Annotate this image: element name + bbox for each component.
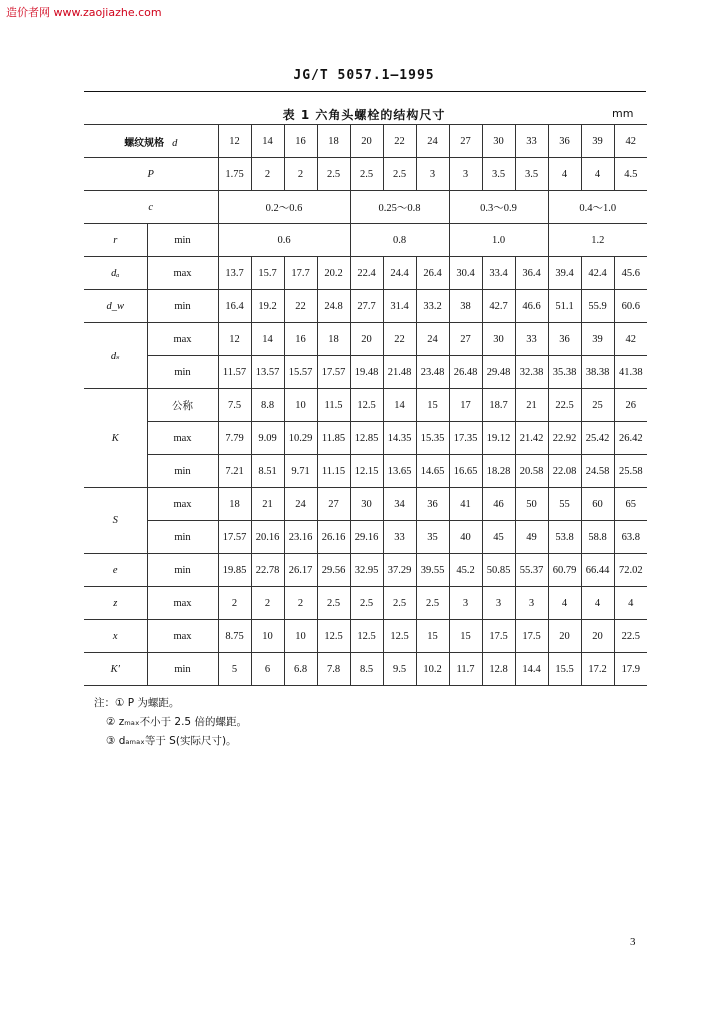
table-cell: 7.5	[218, 389, 251, 422]
table-cell: 16.65	[449, 455, 482, 488]
table-cell: 4	[581, 587, 614, 620]
table-unit: mm	[612, 107, 634, 120]
table-cell: 17.57	[317, 356, 350, 389]
table-cell: 17.2	[581, 653, 614, 686]
header-rule	[84, 91, 646, 92]
table-cell: 4	[581, 158, 614, 191]
table-cell: 29.48	[482, 356, 515, 389]
table-cell: 18.28	[482, 455, 515, 488]
row-qualifier: 公称	[147, 389, 218, 422]
table-cell: 32.95	[350, 554, 383, 587]
table-cell: 49	[515, 521, 548, 554]
table-cell: 2.5	[317, 587, 350, 620]
table-cell: 18.7	[482, 389, 515, 422]
table-cell: 12.5	[383, 620, 416, 653]
row-label: K	[84, 389, 147, 488]
table-cell: 51.1	[548, 290, 581, 323]
table-title: 表 1 六角头螺栓的结构尺寸	[282, 108, 446, 122]
table-cell: 18	[317, 323, 350, 356]
table-cell: 3	[515, 587, 548, 620]
table-cell: 20	[350, 323, 383, 356]
row-label: K′	[84, 653, 147, 686]
table-cell: 32.38	[515, 356, 548, 389]
table-cell: 60.6	[614, 290, 647, 323]
table-cell: 14	[251, 125, 284, 158]
table-cell: 20	[350, 125, 383, 158]
row-label: e	[84, 554, 147, 587]
table-cell: 15	[416, 620, 449, 653]
table-notes	[94, 694, 247, 751]
row-label: x	[84, 620, 147, 653]
table-cell: 13.57	[251, 356, 284, 389]
note-3: ③ dₐₘₐₓ等于 S(实际尺寸)。	[106, 735, 237, 747]
table-cell: 55.9	[581, 290, 614, 323]
table-cell: 9.71	[284, 455, 317, 488]
table-cell: 12	[218, 125, 251, 158]
table-cell: 36	[548, 323, 581, 356]
table-cell: 11.85	[317, 422, 350, 455]
table-cell: 16.4	[218, 290, 251, 323]
table-cell: 33	[515, 125, 548, 158]
table-cell: 33	[515, 323, 548, 356]
table-cell: 24	[284, 488, 317, 521]
table-cell: 2.5	[350, 158, 383, 191]
table-cell: 2.5	[383, 587, 416, 620]
table-cell: 21	[515, 389, 548, 422]
table-cell: 15	[449, 620, 482, 653]
table-cell: 2.5	[416, 587, 449, 620]
table-cell: 0.8	[350, 224, 449, 257]
table-cell: 14	[383, 389, 416, 422]
table-cell: 21.48	[383, 356, 416, 389]
table-cell: 30	[482, 323, 515, 356]
row-qualifier: min	[147, 356, 218, 389]
table-cell: 14	[251, 323, 284, 356]
table-cell: 25.42	[581, 422, 614, 455]
table-cell: 15	[416, 389, 449, 422]
table-cell: 46.6	[515, 290, 548, 323]
row-label: P	[84, 158, 218, 191]
table-cell: 13.65	[383, 455, 416, 488]
page-number: 3	[630, 936, 636, 948]
table-cell: 19.85	[218, 554, 251, 587]
table-cell: 10.2	[416, 653, 449, 686]
table-cell: 21	[251, 488, 284, 521]
table-cell: 11.5	[317, 389, 350, 422]
note-2: ② zₘₐₓ不小于 2.5 倍的螺距。	[106, 716, 247, 728]
table-cell: 24.8	[317, 290, 350, 323]
table-cell: 2	[218, 587, 251, 620]
table-cell: 25	[581, 389, 614, 422]
table-cell: 3	[482, 587, 515, 620]
table-cell: 15.35	[416, 422, 449, 455]
table-cell: 15.7	[251, 257, 284, 290]
table-row	[84, 224, 647, 257]
table-cell: 39	[581, 323, 614, 356]
table-cell: 17.57	[218, 521, 251, 554]
table-cell: 10	[251, 620, 284, 653]
table-row	[84, 125, 647, 158]
table-cell: 17.9	[614, 653, 647, 686]
table-cell: 36	[416, 488, 449, 521]
table-cell: 65	[614, 488, 647, 521]
table-row	[84, 488, 647, 521]
bolt-dimension-table	[84, 124, 647, 686]
table-cell: 19.48	[350, 356, 383, 389]
table-cell: 35	[416, 521, 449, 554]
table-cell: 1.75	[218, 158, 251, 191]
table-cell: 20.16	[251, 521, 284, 554]
row-qualifier: max	[147, 323, 218, 356]
table-cell: 9.09	[251, 422, 284, 455]
table-cell: 17.7	[284, 257, 317, 290]
table-cell: 35.38	[548, 356, 581, 389]
table-cell: 29.56	[317, 554, 350, 587]
table-cell: 58.8	[581, 521, 614, 554]
table-cell: 30	[482, 125, 515, 158]
table-cell: 12.8	[482, 653, 515, 686]
table-cell: 19.12	[482, 422, 515, 455]
table-cell: 14.35	[383, 422, 416, 455]
table-cell: 26.4	[416, 257, 449, 290]
table-row	[84, 191, 647, 224]
table-row	[84, 521, 647, 554]
table-cell: 33.2	[416, 290, 449, 323]
table-cell: 45	[482, 521, 515, 554]
table-cell: 20.58	[515, 455, 548, 488]
table-cell: 26.17	[284, 554, 317, 587]
table-cell: 42.7	[482, 290, 515, 323]
table-cell: 3.5	[515, 158, 548, 191]
table-cell: 45.2	[449, 554, 482, 587]
table-row	[84, 554, 647, 587]
table-cell: 18	[317, 125, 350, 158]
table-cell: 36	[548, 125, 581, 158]
table-cell: 30.4	[449, 257, 482, 290]
table-cell: 21.42	[515, 422, 548, 455]
table-cell: 17.35	[449, 422, 482, 455]
table-cell: 12.5	[350, 620, 383, 653]
table-cell: 50	[515, 488, 548, 521]
table-row	[84, 587, 647, 620]
table-cell: 38.38	[581, 356, 614, 389]
table-cell: 22.4	[350, 257, 383, 290]
table-row	[84, 323, 647, 356]
table-row	[84, 257, 647, 290]
table-cell: 42	[614, 125, 647, 158]
table-cell: 45.6	[614, 257, 647, 290]
table-cell: 26.42	[614, 422, 647, 455]
row-label: r	[84, 224, 147, 257]
table-cell: 2	[284, 587, 317, 620]
table-cell: 0.4～1.0	[548, 191, 647, 224]
table-cell: 10	[284, 620, 317, 653]
table-cell: 27	[449, 125, 482, 158]
table-cell: 0.6	[218, 224, 350, 257]
table-cell: 19.2	[251, 290, 284, 323]
table-cell: 5	[218, 653, 251, 686]
row-qualifier: max	[147, 620, 218, 653]
table-cell: 27	[317, 488, 350, 521]
row-qualifier: max	[147, 488, 218, 521]
table-cell: 27	[449, 323, 482, 356]
table-cell: 41	[449, 488, 482, 521]
table-cell: 8.51	[251, 455, 284, 488]
table-cell: 2.5	[317, 158, 350, 191]
row-qualifier: min	[147, 521, 218, 554]
table-cell: 22.78	[251, 554, 284, 587]
table-cell: 22.08	[548, 455, 581, 488]
table-cell: 11.57	[218, 356, 251, 389]
row-label: dₐ	[84, 257, 147, 290]
table-cell: 66.44	[581, 554, 614, 587]
table-cell: 12.85	[350, 422, 383, 455]
table-cell: 17	[449, 389, 482, 422]
table-cell: 38	[449, 290, 482, 323]
table-cell: 33.4	[482, 257, 515, 290]
table-cell: 60	[581, 488, 614, 521]
table-cell: 31.4	[383, 290, 416, 323]
table-cell: 7.79	[218, 422, 251, 455]
table-cell: 63.8	[614, 521, 647, 554]
table-cell: 26.16	[317, 521, 350, 554]
table-cell: 25.58	[614, 455, 647, 488]
table-cell: 3	[449, 587, 482, 620]
table-cell: 24.58	[581, 455, 614, 488]
table-cell: 60.79	[548, 554, 581, 587]
row-label: d_w	[84, 290, 147, 323]
table-row	[84, 356, 647, 389]
table-cell: 8.8	[251, 389, 284, 422]
table-cell: 41.38	[614, 356, 647, 389]
table-cell: 16	[284, 323, 317, 356]
row-qualifier: min	[147, 455, 218, 488]
table-cell: 12	[218, 323, 251, 356]
table-cell: 42.4	[581, 257, 614, 290]
table-cell: 22.92	[548, 422, 581, 455]
table-cell: 29.16	[350, 521, 383, 554]
row-label: S	[84, 488, 147, 554]
row-qualifier: max	[147, 257, 218, 290]
table-cell: 2	[251, 587, 284, 620]
table-cell: 37.29	[383, 554, 416, 587]
table-cell: 7.21	[218, 455, 251, 488]
spec-header-cell	[84, 125, 218, 158]
note-1: 注：① P 为螺距。	[94, 697, 180, 709]
table-cell: 11.7	[449, 653, 482, 686]
row-qualifier: min	[147, 554, 218, 587]
table-cell: 40	[449, 521, 482, 554]
table-cell: 27.7	[350, 290, 383, 323]
table-cell: 6	[251, 653, 284, 686]
table-cell: 0.3～0.9	[449, 191, 548, 224]
row-qualifier: min	[147, 224, 218, 257]
table-cell: 22	[383, 125, 416, 158]
table-cell: 4	[614, 587, 647, 620]
table-cell: 0.2～0.6	[218, 191, 350, 224]
table-cell: 8.75	[218, 620, 251, 653]
table-cell: 53.8	[548, 521, 581, 554]
table-cell: 12.5	[350, 389, 383, 422]
table-cell: 24.4	[383, 257, 416, 290]
table-cell: 46	[482, 488, 515, 521]
row-qualifier: min	[147, 290, 218, 323]
table-cell: 33	[383, 521, 416, 554]
standard-code-header: JG/T 5057.1—1995	[293, 68, 435, 83]
table-cell: 22.5	[614, 620, 647, 653]
table-cell: 3.5	[482, 158, 515, 191]
spec-label: 螺纹规格	[124, 137, 165, 149]
table-cell: 12.15	[350, 455, 383, 488]
table-cell: 55.37	[515, 554, 548, 587]
table-cell: 17.5	[515, 620, 548, 653]
row-qualifier: max	[147, 587, 218, 620]
table-cell: 36.4	[515, 257, 548, 290]
table-cell: 22	[383, 323, 416, 356]
table-cell: 0.25～0.8	[350, 191, 449, 224]
table-cell: 15.57	[284, 356, 317, 389]
table-cell: 8.5	[350, 653, 383, 686]
table-cell: 42	[614, 323, 647, 356]
table-row	[84, 653, 647, 686]
row-qualifier: max	[147, 422, 218, 455]
row-label: z	[84, 587, 147, 620]
table-cell: 2	[284, 158, 317, 191]
table-cell: 16	[284, 125, 317, 158]
table-cell: 18	[218, 488, 251, 521]
table-cell: 20	[548, 620, 581, 653]
table-cell: 15.5	[548, 653, 581, 686]
table-cell: 12.5	[317, 620, 350, 653]
row-label: c	[84, 191, 218, 224]
watermark-text: 造价者网 www.zaojiazhe.com	[6, 6, 162, 19]
table-cell: 39.4	[548, 257, 581, 290]
table-cell: 2.5	[350, 587, 383, 620]
table-cell: 1.2	[548, 224, 647, 257]
table-cell: 9.5	[383, 653, 416, 686]
table-cell: 24	[416, 125, 449, 158]
table-cell: 17.5	[482, 620, 515, 653]
table-cell: 14.65	[416, 455, 449, 488]
table-cell: 11.15	[317, 455, 350, 488]
table-cell: 6.8	[284, 653, 317, 686]
table-cell: 26.48	[449, 356, 482, 389]
table-cell: 50.85	[482, 554, 515, 587]
table-cell: 10	[284, 389, 317, 422]
table-cell: 30	[350, 488, 383, 521]
row-qualifier: min	[147, 653, 218, 686]
table-cell: 55	[548, 488, 581, 521]
table-row	[84, 158, 647, 191]
table-cell: 26	[614, 389, 647, 422]
table-row	[84, 422, 647, 455]
table-cell: 7.8	[317, 653, 350, 686]
table-row	[84, 290, 647, 323]
table-cell: 23.16	[284, 521, 317, 554]
table-cell: 2	[251, 158, 284, 191]
table-cell: 23.48	[416, 356, 449, 389]
table-cell: 22.5	[548, 389, 581, 422]
table-cell: 72.02	[614, 554, 647, 587]
table-cell: 10.29	[284, 422, 317, 455]
table-row	[84, 455, 647, 488]
table-cell: 39	[581, 125, 614, 158]
table-cell: 4	[548, 587, 581, 620]
row-label: dₛ	[84, 323, 147, 389]
table-cell: 20	[581, 620, 614, 653]
table-cell: 3	[416, 158, 449, 191]
spec-symbol: d	[172, 137, 178, 149]
table-cell: 4	[548, 158, 581, 191]
table-cell: 2.5	[383, 158, 416, 191]
table-cell: 20.2	[317, 257, 350, 290]
table-cell: 13.7	[218, 257, 251, 290]
table-cell: 1.0	[449, 224, 548, 257]
table-row	[84, 620, 647, 653]
table-cell: 4.5	[614, 158, 647, 191]
table-cell: 39.55	[416, 554, 449, 587]
table-cell: 34	[383, 488, 416, 521]
table-cell: 14.4	[515, 653, 548, 686]
table-cell: 3	[449, 158, 482, 191]
table-row	[84, 389, 647, 422]
table-cell: 24	[416, 323, 449, 356]
table-cell: 22	[284, 290, 317, 323]
